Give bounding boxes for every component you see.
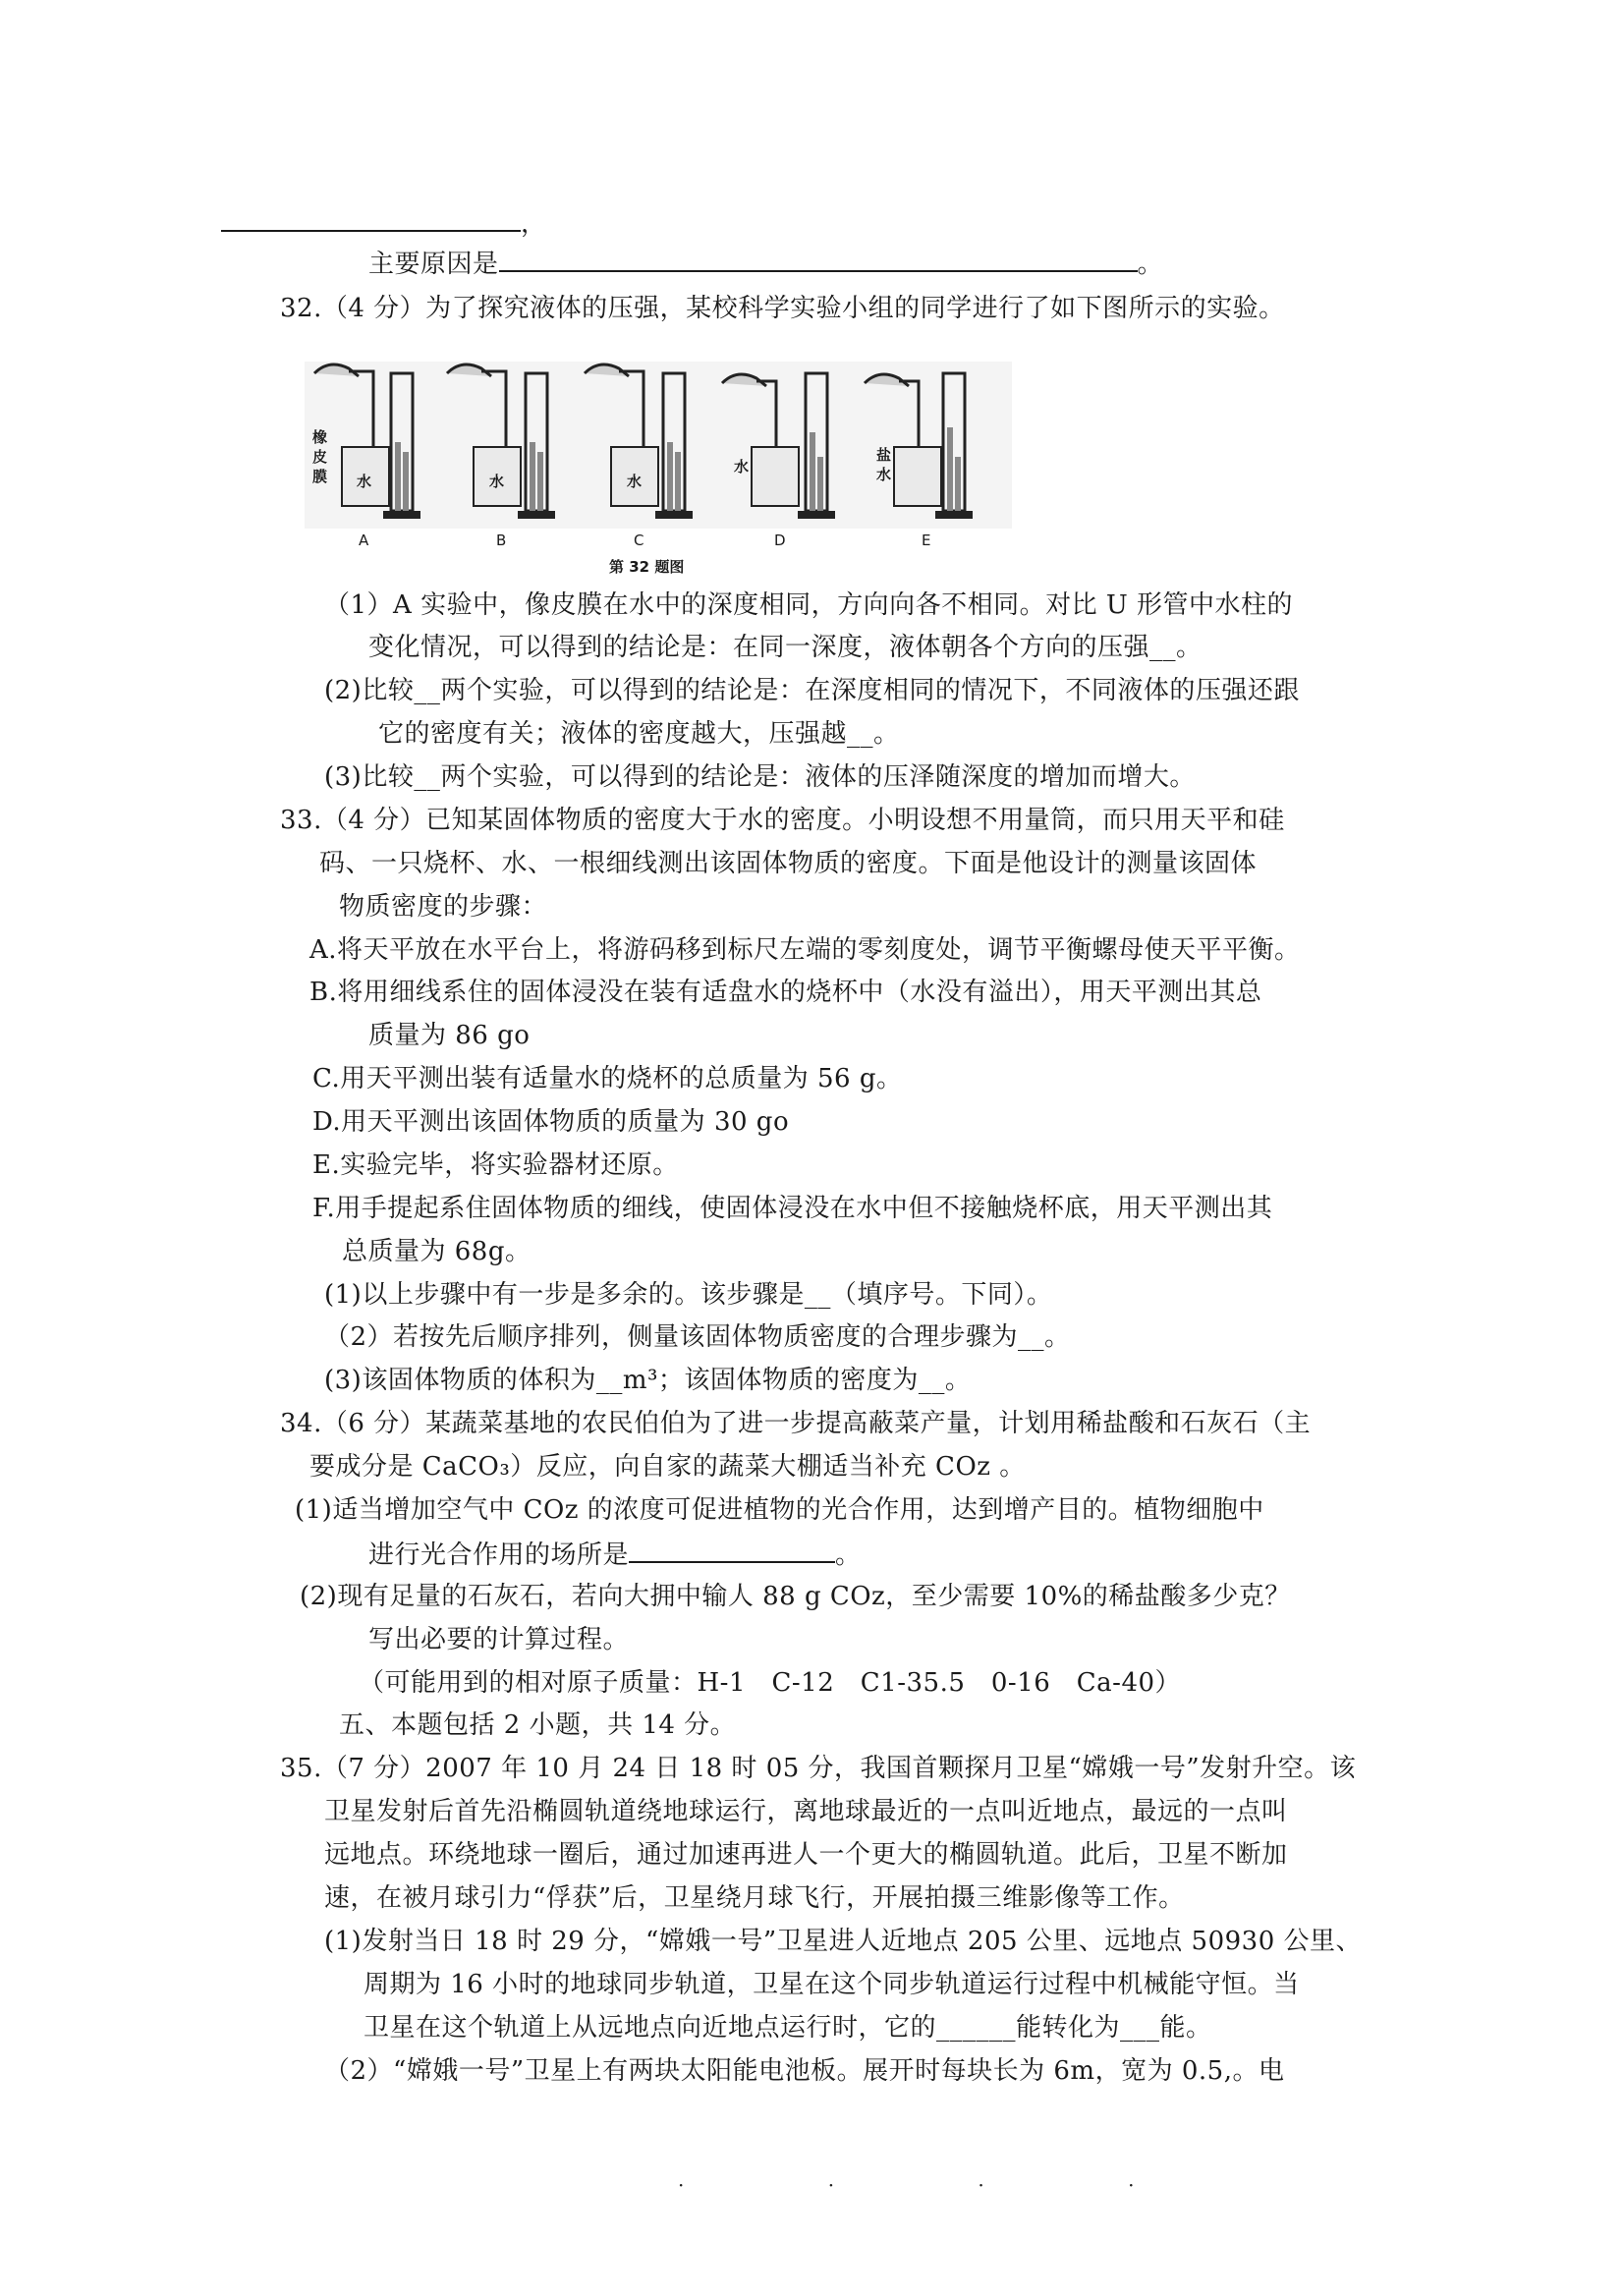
water-label-A: 水 [357,473,372,490]
question-33-a: 33.（4 分）已知某固体物质的密度大于水的密度。小明设想不用量筒，而只用天平和硅 [280,806,1285,835]
question-34-a: 34.（6 分）某蔬菜基地的农民伯伯为了进一步提高蔽菜产量，计划用稀盐酸和石灰石（主 [280,1409,1312,1438]
membrane-label-2: 皮 [312,448,328,466]
label-E: E [922,532,931,549]
section-5-heading: 五、本题包括 2 小题，共 14 分。 [339,1710,737,1740]
q32-part1-b: 变化情况，可以得到的结论是：在同一深度，液体朝各个方向的压强__。 [368,633,1203,662]
u-tube-diagram [305,344,1012,575]
step-B-2: 质量为 86 go [368,1021,531,1050]
salt-water-label-1: 盐 [876,446,892,464]
q32-part2-a: (2)比较__两个实验，可以得到的结论是：在深度相同的情况下，不同液体的压强还跟 [324,676,1300,705]
answer-line-continued: ， [221,204,547,242]
q32-part2-b: 它的密度有关；液体的密度越大，压强越__。 [378,719,900,749]
q33-part3: (3)该固体物质的体积为__m³；该固体物质的密度为__。 [324,1366,972,1395]
q34-part2-b: 写出必要的计算过程。 [368,1625,630,1654]
q35-part1-b: 周期为 16 小时的地球同步轨道，卫星在这个同步轨道运行过程中机械能守恒。当 [364,1970,1300,1999]
scan-artifact-dots: · · · · [678,2173,1203,2197]
label-C: C [634,532,644,549]
q35-part1-c: 卫星在这个轨道上从远地点向近地点运行时，它的______能转化为___能。 [364,2013,1212,2043]
question-35-a: 35.（7 分）2007 年 10 月 24 日 18 时 05 分，我国首颗探月卫星“嫦娥一号”发射升空。该 [280,1754,1357,1783]
q33-part2: （2）若按先后顺序排列，侧量该固体物质密度的合理步骤为__。 [324,1322,1071,1352]
salt-water-label-2: 水 [876,466,892,483]
label-B: B [496,532,507,549]
step-F-1: F.用手提起系住固体物质的细线，使固体浸没在水中但不接触烧杯底，用天平测出其 [312,1194,1273,1223]
question-35-c: 远地点。环绕地球一圈后，通过加速再进人一个更大的椭圆轨道。此后，卫星不断加 [324,1840,1288,1870]
membrane-label-1: 橡 [312,428,328,446]
step-A: A.将天平放在水平台上，将游码移到标尺左端的零刻度处，调节平衡螺母使天平平衡。 [309,935,1301,965]
photosynthesis-site-blank[interactable] [629,1536,835,1563]
question-33-c: 物质密度的步骤： [339,892,548,922]
question-32-title: 32.（4 分）为了探究液体的压强，某校科学实验小组的同学进行了如下图所示的实验。 [280,294,1285,323]
label-D: D [774,532,786,549]
q32-part1-a: （1）A 实验中，像皮膜在水中的深度相同，方向向各不相同。对比 U 形管中水柱的 [324,590,1294,620]
q33-part1: (1)以上步骤中有一步是多余的。该步骤是__（填序号。下同）。 [324,1280,1053,1310]
water-label-C: 水 [627,473,643,490]
atomic-mass-note: （可能用到的相对原子质量：H-1 C-12 C1-35.5 0-16 Ca-40） [359,1668,1182,1698]
question-34-b: 要成分是 CaCO₃）反应，向自家的蔬菜大棚适当补充 COz 。 [309,1452,1026,1482]
water-label-D: 水 [734,458,750,476]
water-label-B: 水 [489,473,505,490]
question-35-b: 卫星发射后首先沿椭圆轨道绕地球运行，离地球最近的一点叫近地点，最远的一点叫 [324,1797,1288,1826]
step-B-1: B.将用细线系住的固体浸没在装有适盘水的烧杯中（水没有溢出），用天平测出其总 [309,978,1262,1007]
label-A: A [359,532,369,549]
reason-blank[interactable] [499,245,1138,272]
q35-part1-a: (1)发射当日 18 时 29 分，“嫦娥一号”卫星进人近地点 205 公里、远地点 50930 公里、 [324,1927,1363,1956]
step-D: D.用天平测出该固体物质的质量为 30 go [312,1107,790,1137]
figure-32 [305,344,1012,575]
answer-blank[interactable] [221,204,521,232]
q34-part2-a: (2)现有足量的石灰石，若向大拥中输人 88 g COz，至少需要 10%的稀盐酸多少克？ [300,1582,1291,1611]
main-reason-line: 主要原因是 。 [368,245,1163,282]
q34-part1-b: 进行光合作用的场所是 。 [368,1536,862,1573]
q34-part1-a: (1)适当增加空气中 COz 的浓度可促进植物的光合作用，达到增产目的。植物细胞中 [295,1495,1264,1525]
q35-part2-a: （2）“嫦娥一号”卫星上有两块太阳能电池板。展开时每块长为 6m，宽为 0.5,。电 [324,2056,1285,2086]
step-E: E.实验完毕，将实验器材还原。 [312,1150,679,1180]
step-C: C.用天平测出装有适量水的烧杯的总质量为 56 g。 [312,1064,903,1093]
figure-caption: 第 32 题图 [609,558,685,575]
question-35-d: 速，在被月球引力“俘获”后，卫星绕月球飞行，开展拍摄三维影像等工作。 [324,1883,1185,1913]
step-F-2: 总质量为 68g。 [342,1237,532,1266]
membrane-label-3: 膜 [312,468,328,485]
question-33-b: 码、一只烧杯、水、一根细线测出该固体物质的密度。下面是他设计的测量该固体 [319,849,1258,878]
q32-part3: (3)比较__两个实验，可以得到的结论是：液体的压泽随深度的增加而增大。 [324,762,1196,792]
